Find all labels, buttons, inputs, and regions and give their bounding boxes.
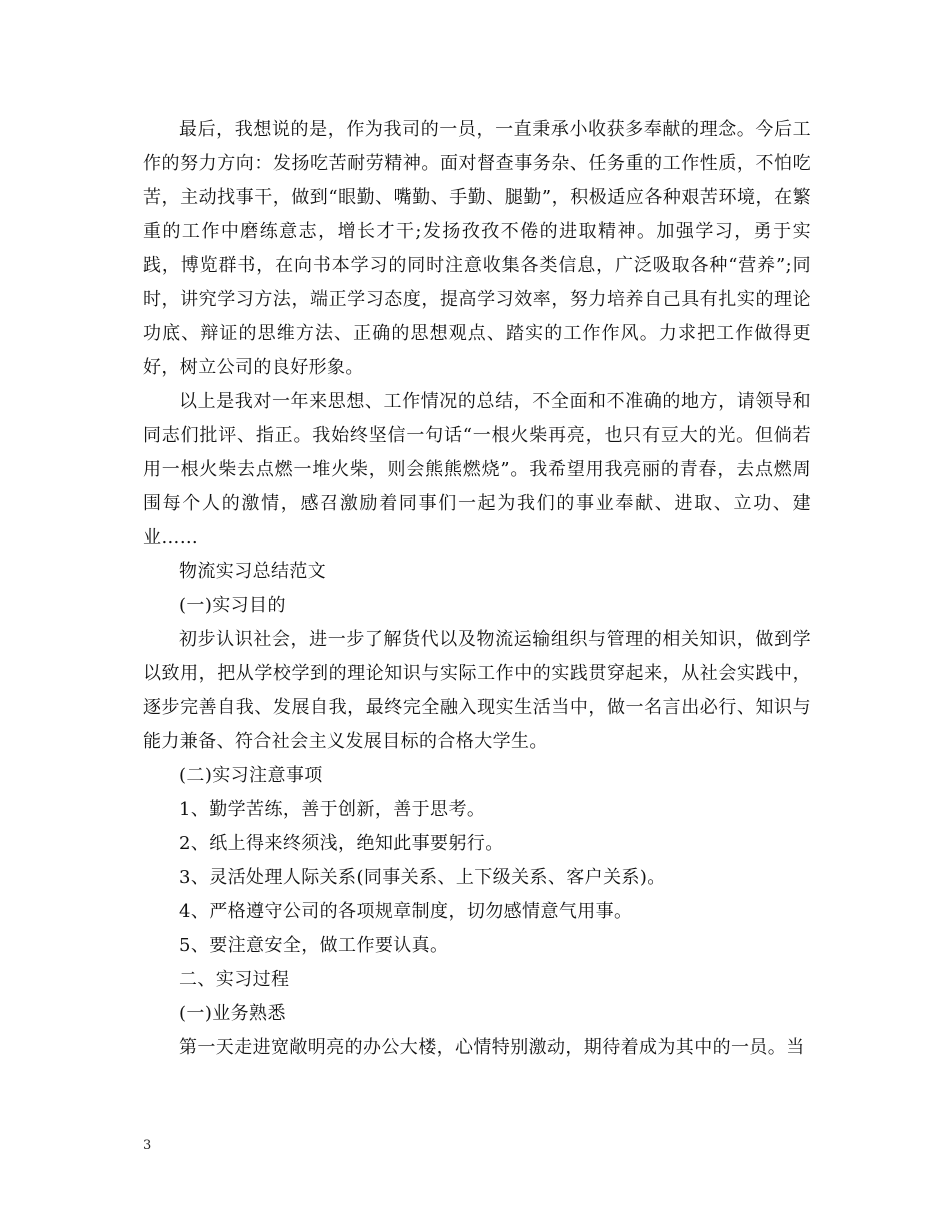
paragraph-first-day: 第一天走进宽敞明亮的办公大楼，心情特别激动，期待着成为其中的一员。当: [179, 1037, 805, 1058]
page-number: 3: [143, 1138, 152, 1153]
list-item: 2、纸上得来终须浅，绝知此事要躬行。: [179, 833, 504, 854]
list-item: 3、灵活处理人际关系(同事关系、上下级关系、客户关系)。: [179, 867, 666, 888]
subheading-internship-purpose: (一)实习目的: [179, 595, 286, 616]
document-body: [143, 113, 811, 1065]
paragraph-internship-purpose: 初步认识社会，进一步了解货代以及物流运输组织与管理的相关知识，做到学以致用，把从学校学到的理论知识与实际工作中的实践贯穿起来，从社会实践中，逐步完善自我、发展自我，最终完全融入现实生活当中，做一名言出必行、知识与能力兼备、符合社会主义发展目标的合格大学生。: [143, 629, 811, 752]
subheading-internship-notes: (二)实习注意事项: [179, 765, 323, 786]
heading-internship-process: 二、实习过程: [179, 969, 290, 990]
list-item: 1、勤学苦练，善于创新，善于思考。: [179, 799, 486, 820]
section-title: 物流实习总结范文: [179, 561, 327, 582]
paragraph-summary-conclusion: 以上是我对一年来思想、工作情况的总结，不全面和不准确的地方，请领导和同志们批评、指正。我始终坚信一句话“一根火柴再亮，也只有豆大的光。但倘若用一根火柴去点燃一堆火柴，则会熊熊燃烧”。我希望用我亮丽的青春，去点燃周围每个人的激情，感召激励着同事们一起为我们的事业奉献、进取、立功、建业……: [143, 391, 811, 548]
paragraph-closing-commitment: 最后，我想说的是，作为我司的一员，一直秉承小收获多奉献的理念。今后工作的努力方向：发扬吃苦耐劳精神。面对督查事务杂、任务重的工作性质，不怕吃苦，主动找事干，做到“眼勤、嘴勤、手勤、腿勤”，积极适应各种艰苦环境，在繁重的工作中磨练意志，增长才干;发扬孜孜不倦的进取精神。加强学习，勇于实践，博览群书，在向书本学习的同时注意收集各类信息，广泛吸取各种“营养”;同时，讲究学习方法，端正学习态度，提高学习效率，努力培养自己具有扎实的理论功底、辩证的思维方法、正确的思想观点、踏实的工作作风。力求把工作做得更好，树立公司的良好形象。: [143, 119, 811, 378]
list-item: 5、要注意安全，做工作要认真。: [179, 935, 449, 956]
subheading-business-familiarization: (一)业务熟悉: [179, 1003, 286, 1024]
list-item: 4、严格遵守公司的各项规章制度，切勿感情意气用事。: [179, 901, 633, 922]
